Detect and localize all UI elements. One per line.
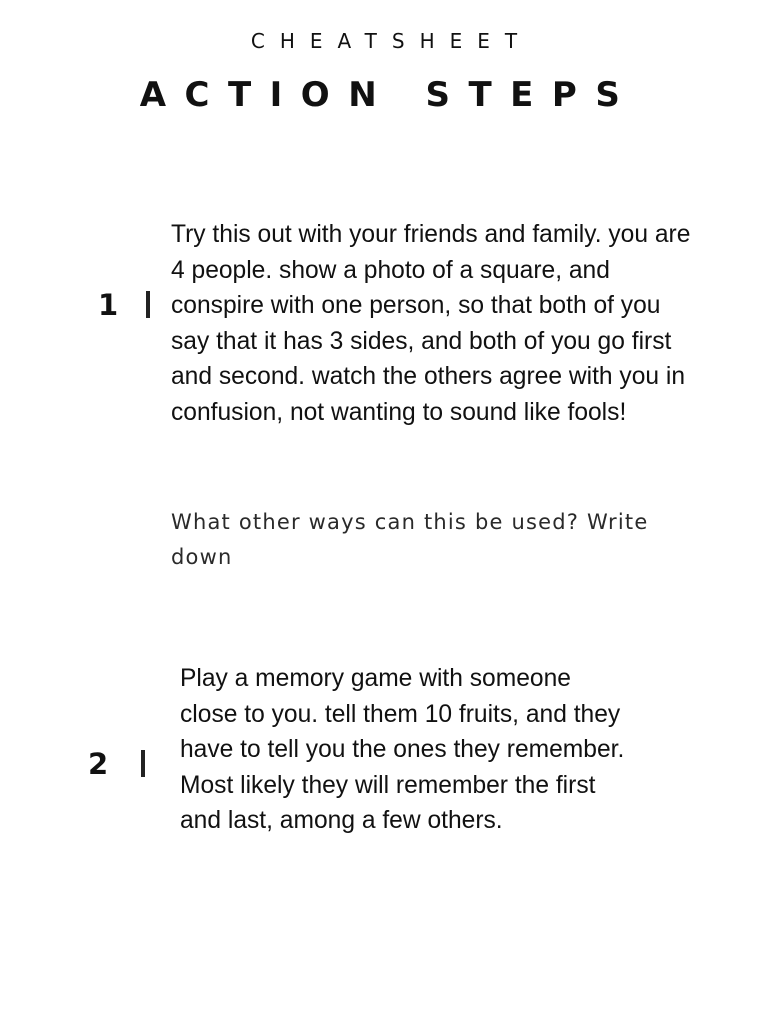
- step-1-divider: [146, 291, 150, 318]
- step-2-number: 2: [88, 747, 109, 781]
- page-title: ACTION STEPS: [139, 75, 639, 115]
- step-2-text: Play a memory game with someone close to you. tell them 10 fruits, and they have to tell you the ones they remember. Most likely they will remember the first and last, among a few others.: [180, 665, 625, 835]
- step-1-prompt: What other ways can this be used? Write down: [171, 510, 649, 569]
- step-1-number: 1: [98, 288, 119, 322]
- cheatsheet-label: CHEATSHEET: [250, 29, 533, 53]
- step-1-text: Try this out with your friends and family. you are 4 people. show a photo of a square, and conspire with one person, so that both of you say that it has 3 sides, and both of you go first and second. watch the others agree with you in confusion, not wanting to sound like fools!: [171, 221, 691, 426]
- step-2-divider: [141, 750, 145, 777]
